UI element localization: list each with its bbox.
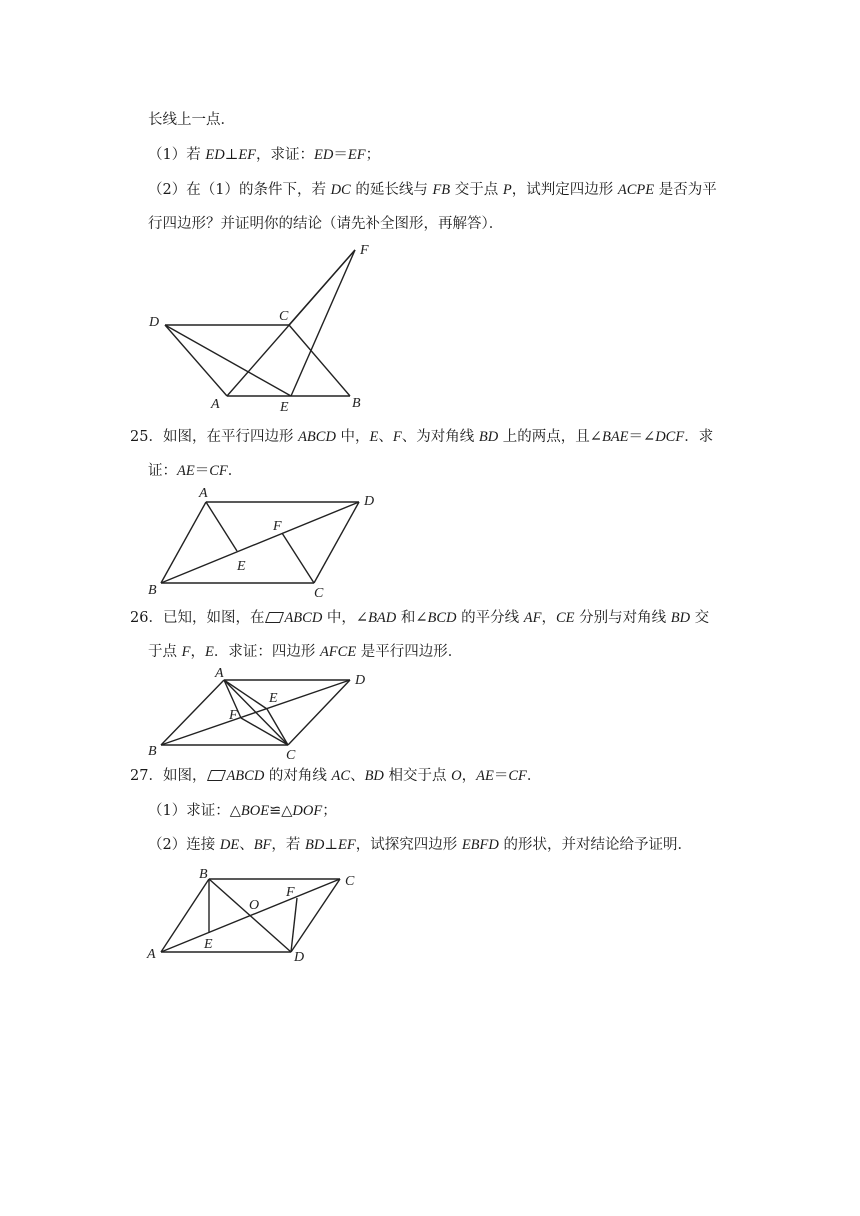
q24-part1: （1）若 ED⊥EF，求证：ED＝EF； <box>148 147 381 163</box>
q27-seg-AB <box>161 879 209 952</box>
q24-part2-line2: 行四边形？并证明你的结论（请先补全图形，再解答）． <box>148 216 504 232</box>
q26-label-B: B <box>148 744 157 759</box>
q26-label-F: F <box>229 708 238 723</box>
q25-label-C: C <box>314 586 324 601</box>
q24-label-B: B <box>352 396 361 411</box>
q25-label-D: D <box>364 494 375 509</box>
q24-label-E: E <box>280 400 289 415</box>
q26-line2: 于点 F，E．求证：四边形 AFCE 是平行四边形． <box>148 644 463 660</box>
q27-label-O: O <box>249 898 260 913</box>
q24-part2-line1: （2）在（1）的条件下，若 DC 的延长线与 FB 交于点 P，试判定四边形 ACPE 是否为平 <box>148 182 717 198</box>
q24-label-A: A <box>211 397 220 412</box>
q26-label-A: A <box>215 666 224 681</box>
q26-label-E: E <box>269 691 278 706</box>
q25-label-F: F <box>273 519 282 534</box>
q25-line2: 证：AE＝CF． <box>148 463 243 479</box>
q24-label-F: F <box>360 243 369 258</box>
q27-part2: （2）连接 DE、BF，若 BD⊥EF，试探究四边形 EBFD 的形状，并对结论给予证明． <box>148 837 692 853</box>
q27-label-D: D <box>294 950 305 965</box>
q27-seg-BD <box>209 879 291 952</box>
q25-label-E: E <box>237 559 246 574</box>
q27-part1: （1）求证：△BOE≌△DOF； <box>148 803 337 819</box>
q27-label-E: E <box>204 937 213 952</box>
q25-label-B: B <box>148 583 157 598</box>
q24-label-D: D <box>149 315 160 330</box>
q25-label-A: A <box>199 486 208 501</box>
q26-label-D: D <box>355 673 366 688</box>
q27-seg-CD <box>291 879 340 952</box>
q26-label-C: C <box>286 748 296 763</box>
q27-label-C: C <box>345 874 355 889</box>
q27-label-B: B <box>199 867 208 882</box>
q26-line1: 26．已知，如图，在 ABCD 中，∠BAD 和∠BCD 的平分线 AF，CE 分别与对角线 BD 交 <box>130 610 710 626</box>
q24-continuation-line: 长线上一点． <box>148 112 235 128</box>
q24-label-C: C <box>279 309 289 324</box>
q25-line1: 25．如图，在平行四边形 ABCD 中，E、F、为对角线 BD 上的两点，且∠BAE＝∠DCF．求 <box>130 429 714 445</box>
q27-label-F: F <box>286 885 295 900</box>
q27-label-A: A <box>147 947 156 962</box>
q27-line1: 27．如图， ABCD 的对角线 AC、BD 相交于点 O，AE＝CF． <box>130 768 542 784</box>
